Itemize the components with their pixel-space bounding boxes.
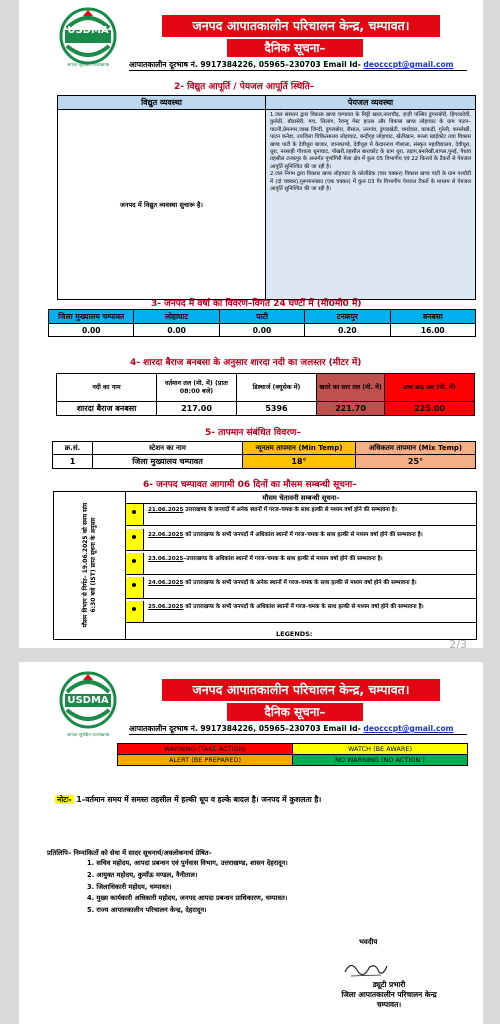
rain-value: 0.00 bbox=[49, 324, 134, 337]
forecast-text: को उत्तराखण्ड के सभी जनपदों के अधिकांश स्थानों में गरज–चमक के साथ हल्की से मध्यम वर्षा होने की सम्भावना है। bbox=[183, 604, 424, 610]
cc-item: 5. राज्य आपातकालीन परिचालन केन्द्र, देहरादून। bbox=[87, 906, 207, 915]
forecast-date: 21.06.2025 bbox=[148, 507, 184, 513]
sign-greeting: भवदीय bbox=[359, 938, 378, 946]
danger-level-header: खतरे का स्तर तल (मी. में) bbox=[317, 374, 385, 402]
header-title: जनपद आपातकालीन परिचालन केन्द्र, चम्पावत। bbox=[162, 679, 440, 701]
contact-text: आपातकालीन दूरभाष नं. 9917384226, 05965–230703 Email Id- bbox=[129, 60, 364, 69]
note bbox=[55, 795, 321, 805]
river-level-table bbox=[56, 373, 475, 416]
forecast-source bbox=[54, 492, 126, 639]
header-subtitle: दैनिक सूचना– bbox=[227, 39, 363, 57]
flood-level: 225.00 bbox=[385, 402, 475, 416]
email-link[interactable]: deocccpt@gmail.com bbox=[363, 60, 454, 69]
header-contact bbox=[129, 58, 467, 71]
forecast-text: को उत्तराखण्ड के सभी जनपदों में अधिकांश स्थानों में गरज–चमक के साथ हल्की से मध्यम वर्षा होने की सम्भावना है। bbox=[183, 532, 423, 538]
forecast-item bbox=[126, 504, 476, 526]
contact-text: आपातकालीन दूरभाष नं. 9917384226, 05965–230703 Email Id- bbox=[129, 724, 364, 733]
discharge: 5396 bbox=[237, 402, 317, 416]
signature-icon bbox=[341, 958, 391, 980]
cc-list bbox=[87, 858, 288, 917]
section-3-title: 3- जनपद में वर्षा का विवरण–विगत 24 घण्टों में (मी0मी0 में) bbox=[151, 299, 362, 309]
legend-no-warning: NO WARNING (NO ACTION ) bbox=[293, 755, 468, 766]
forecast-date: 25.06.2025 bbox=[148, 604, 184, 610]
rain-header: पाटी bbox=[219, 310, 304, 324]
cc-title: प्रतिलिपि– निम्नांकितों को सेवा में सादर सूचनार्थ/अवलोकनार्थ प्रेषित– bbox=[47, 849, 212, 857]
bullet-icon bbox=[126, 553, 144, 574]
forecast-text: उत्तराखण्ड के जनपदों में अनेक स्थानों में गरज–चमक के साथ हल्की से मध्यम वर्षा होने की सम्भावना है। bbox=[183, 507, 397, 513]
rain-header: टनकपुर bbox=[305, 310, 390, 324]
forecast-item bbox=[126, 529, 476, 551]
rain-header: जिला मुख्यालय चम्पावत bbox=[49, 310, 134, 324]
power-header: विद्युत व्यवस्था bbox=[58, 96, 266, 110]
forecast-text: को उत्तराखण्ड के सभी जनपदों के अनेक स्थानों में गरज–चमक के साथ हल्की से मध्यम वर्षा होने की सम्भावना है। bbox=[183, 580, 417, 586]
temperature-table bbox=[52, 441, 476, 469]
serial: 1 bbox=[53, 455, 93, 469]
rain-value: 16.00 bbox=[390, 324, 475, 337]
section-2-title: 2- विद्युत आपूर्ति / पेयजल आपूर्ति स्थिति– bbox=[174, 82, 315, 92]
legend-alert: ALERT (BE PREPARED) bbox=[118, 755, 293, 766]
section-4-title: 4- शारदा बैराज बनबसा के अनुसार शारदा नदी का जलस्तर (मीटर में) bbox=[130, 358, 362, 368]
forecast-text: –उत्तराखण्ड के अधिकांश स्थानों में गरज–चमक के साथ हल्की से मध्यम वर्षा होने की सम्भावना है। bbox=[183, 556, 383, 562]
rain-header: लोहाघाट bbox=[134, 310, 219, 324]
section-5-title: 5- तापमान संबंधित विवरण– bbox=[205, 428, 301, 438]
note-label: नोटः- bbox=[57, 795, 72, 804]
max-temp-header: अधिकतम तापमान (Mix Temp) bbox=[356, 442, 476, 455]
logo-text: USDMA bbox=[67, 25, 109, 36]
logo-tagline: आपदा सुरक्षित उत्तराखण्ड bbox=[66, 733, 110, 738]
forecast-header: मौसम चेतावनी सम्बन्धी सूचना– bbox=[126, 492, 476, 504]
signature-block bbox=[309, 980, 469, 1010]
header-title: जनपद आपातकालीन परिचालन केन्द्र, चम्पावत। bbox=[162, 15, 440, 37]
logo-text: USDMA bbox=[67, 695, 109, 706]
river-header: नदी का नाम bbox=[57, 374, 157, 402]
section-6-title: 6- जनपद चम्पावत आगामी 06 दिनों का मौसम सम्बन्धी सूचना– bbox=[143, 480, 357, 490]
header-subtitle: दैनिक सूचना– bbox=[227, 703, 363, 721]
bullet-icon bbox=[126, 577, 144, 598]
sign-office: जिला आपातकालीन परिचालन केन्द्र bbox=[341, 990, 437, 999]
legend-warning: WARNING (TAKE ACTION) bbox=[118, 744, 293, 755]
bullet-icon bbox=[126, 529, 144, 550]
temp-header: क्र.सं. bbox=[53, 442, 93, 455]
power-water-table bbox=[57, 95, 476, 300]
rain-value: 0.00 bbox=[219, 324, 304, 337]
cc-item: 2. आयुक्त महोदय, कुमाँऊ मण्डल, नैनीताल। bbox=[87, 870, 198, 879]
river-header: वर्तमान तल (मी. में) (प्रातः 08:00 बजे) bbox=[157, 374, 237, 402]
weather-forecast-box bbox=[53, 491, 477, 640]
page-number: 2/3 bbox=[449, 638, 467, 648]
forecast-source-label: मौसम विभाग से निर्गत– 19.06.2025 को समय सांय 6:30 बजे (IST) प्राप्त सूचना के अनुसार bbox=[82, 502, 97, 628]
river-header: डिस्चार्ज (क्यूसेक में) bbox=[237, 374, 317, 402]
cc-item: 3. जिलाधिकारी महोदय, चम्पावत। bbox=[87, 882, 172, 891]
header-contact bbox=[129, 722, 467, 735]
rainfall-table bbox=[48, 309, 476, 337]
river-name: शारदा बैराज बनबसा bbox=[57, 402, 157, 416]
report-page-1 bbox=[19, 0, 483, 648]
min-temp: 18° bbox=[243, 455, 356, 469]
logo-tagline: आपदा सुरक्षित उत्तराखण्ड bbox=[66, 63, 110, 68]
water-text-1: 1.जल संस्थान द्वारा विकास खण्ड चम्पावत के मिट्टी खाल,नाराचौड़, ज़ज़ी पल्सिर डुंगराबोरी, हिंगलादेवी, कुलेठी, बौडासेरी, मच, लिलांग, रैवन्यू गेस्ट हाउस और विकास खण्ड लोहाघाट के ग्राम पाटन–पाटनी,प्रेमनगर,जाख जिन्दी, डुंगराबोरा, रौसाल, उनगांव, डुंगराखेटी, चमदेवल, काकड़ी, गुरेली, कमलेखी, पाटन कनेडा, उपजिला चिकित्सालय लोहाघाट, बन्दीगृह लोहाघाट, खेतीखान, मल्ला खाईकोट तथा विकास खण्ड पाटी के देवीधूरा बाजार, जानकाण्डे, देवीधूरा में केदारनाथ गौशाला, संस्कृत महाविद्यालय, देवीधूरा, धूरा, नरसाही गौशाला धूनाघाट, पोखरी,तहसील बाराकोट के ग्राम धूरा, तड़ाग,बनलेखी,बापल,पुनई, पैधाव तहसील टनकपुर के अन्तर्गत पूर्णागिरी मेला क्षेत्र में कुल 05 विभागीय एवं 22 किराये के टैंकरों से पेयजल आपूर्ति सुनिश्चित की जा रही है। bbox=[270, 112, 471, 170]
forecast-item bbox=[126, 553, 476, 575]
forecast-date: 22.06.2025 bbox=[148, 532, 184, 538]
water-status bbox=[266, 110, 476, 300]
max-temp: 25° bbox=[356, 455, 476, 469]
forecast-item bbox=[126, 577, 476, 599]
danger-level: 221.70 bbox=[317, 402, 385, 416]
legend-watch: WATCH (BE AWARE) bbox=[293, 744, 468, 755]
rain-value: 0.20 bbox=[305, 324, 390, 337]
flood-level-header: उच्च बाढ़ तल (मी. में) bbox=[385, 374, 475, 402]
cc-item: 1. सचिव महोदय, आपदा प्रबन्धन एवं पुर्नवास विभाग, उत्तराखण्ड, शासन देहरादून। bbox=[87, 859, 288, 867]
rain-value: 0.00 bbox=[134, 324, 219, 337]
current-level: 217.00 bbox=[157, 402, 237, 416]
sign-place: चम्पावत। bbox=[376, 1000, 402, 1009]
forecast-date: 23.06.2025 bbox=[148, 556, 184, 562]
power-status: जनपद में विद्युत व्यवस्था सुचारू है। bbox=[58, 110, 266, 300]
bullet-icon bbox=[126, 504, 144, 525]
cc-item: 4. मुख्य कार्यकारी अधिकारी महोदय, जनपद आपदा प्रबन्धन प्राधिकारण, चम्पावत। bbox=[87, 894, 288, 903]
legend-table bbox=[117, 743, 468, 766]
temp-header: स्टेशन का नाम bbox=[93, 442, 243, 455]
bullet-icon bbox=[126, 601, 144, 622]
rain-header: बनबसा bbox=[390, 310, 475, 324]
forecast-item bbox=[126, 601, 476, 623]
station-name: जिला मुख्यालय चम्पावत bbox=[93, 455, 243, 469]
email-link[interactable]: deocccpt@gmail.com bbox=[363, 724, 454, 733]
water-header: पेयजल व्यवस्था bbox=[266, 96, 476, 110]
legend-label: LEGENDS: bbox=[276, 630, 313, 638]
min-temp-header: न्यूनतम तापमान (Min Temp) bbox=[243, 442, 356, 455]
water-text-2: 2.जल निगम द्वारा विकास खण्ड लोहाघाट के कोलीढेक (चार चक्कर) विकास खण्ड पाटी के ग्राम पत्थौटी में (दो चक्कर),गुरूमानाबाद (एक चक्कर) में कुल 03 गैर विभागीय पेयजल टैंकरों के माध्यम से पेयजल आपूर्ति सुनिश्चित की जा रही है। bbox=[270, 171, 471, 193]
note-text: 1–वर्तमान समय में समस्त तहसील में हल्की धूप व हल्के बादल है। जनपद में कुशलता है। bbox=[73, 795, 322, 804]
forecast-date: 24.06.2025 bbox=[148, 580, 184, 586]
report-page-2 bbox=[19, 662, 483, 1024]
sign-title: ड्यूटी प्रभारी bbox=[372, 980, 406, 989]
